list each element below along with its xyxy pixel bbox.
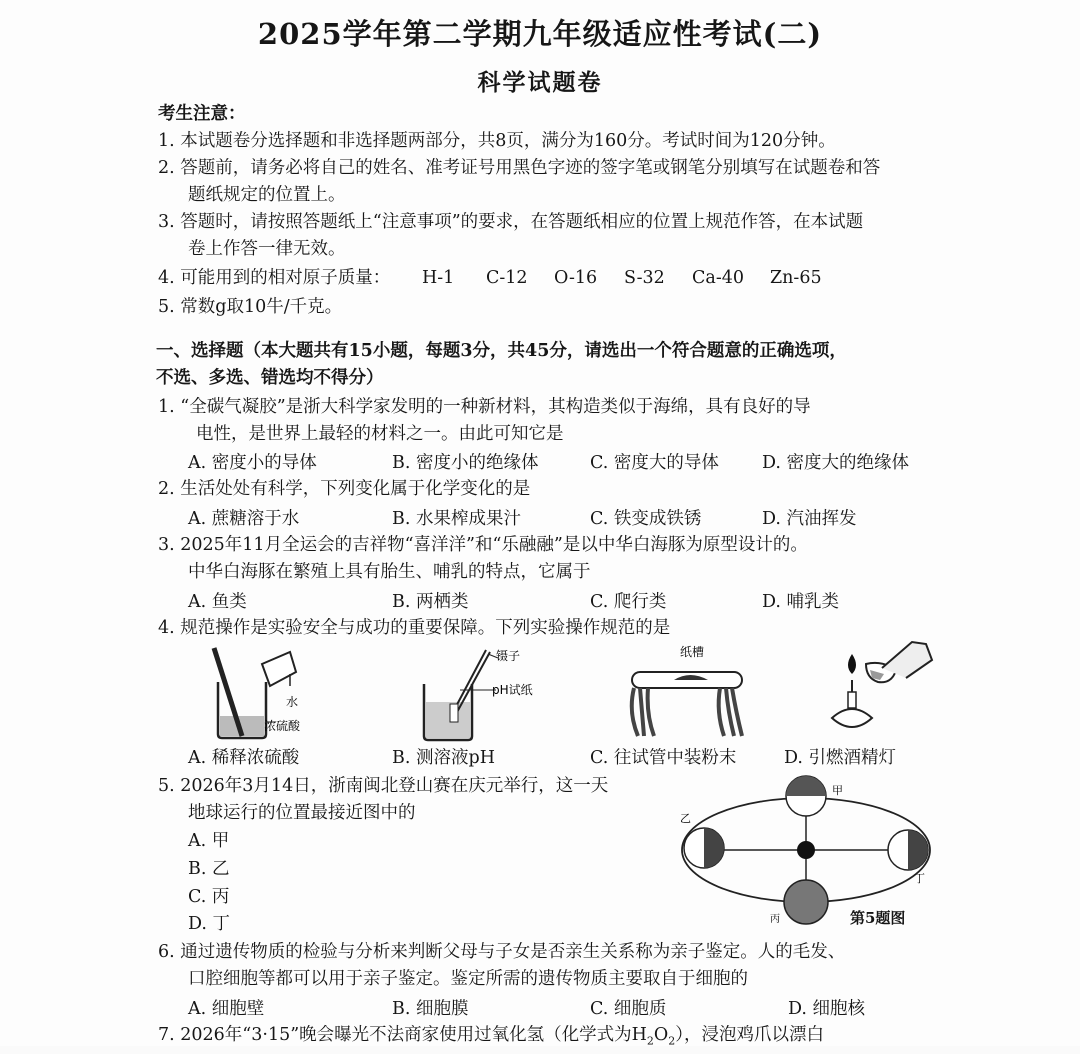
option-b: B. 两栖类 (392, 592, 469, 612)
atomic-mass: S-32 (624, 268, 665, 288)
section-heading-cont: 不选、多选、错选均不得分） (156, 368, 384, 388)
option-d: D. 密度大的绝缘体 (762, 453, 910, 473)
option-b: B. 密度小的绝缘体 (392, 453, 539, 473)
question-6-stem: 6. 通过遗传物质的检验与分析来判断父母与子女是否亲生关系称为亲子鉴定。人的毛发、 (158, 942, 846, 962)
option-d: D. 汽油挥发 (762, 509, 857, 529)
option-b: B. 细胞膜 (392, 999, 469, 1019)
exam-subtitle: 科学试题卷 (477, 69, 603, 96)
atomic-mass: O-16 (554, 268, 598, 288)
water-label: 水 (286, 695, 299, 709)
question-5-stem-cont: 地球运行的位置最接近图中的 (188, 803, 416, 823)
section-heading: 一、选择题（本大题共有15小题，每题3分，共45分，请选出一个符合题意的正确选项， (156, 341, 847, 361)
notice-item-2: 2. 答题前，请务必将自己的姓名、准考证号用黑色字迹的签字笔或钢笔分别填写在试题卷和答 (158, 158, 881, 178)
option-a: A. 稀释浓硫酸 (188, 748, 300, 768)
option-b: B. 乙 (188, 859, 230, 879)
question-6-stem-cont: 口腔细胞等都可以用于亲子鉴定。鉴定所需的遗传物质主要取自于细胞的 (188, 969, 748, 989)
sun-icon (797, 841, 815, 859)
option-a: A. 密度小的导体 (188, 453, 317, 473)
notice-item-3-cont: 卷上作答一律无效。 (188, 239, 346, 259)
option-b: B. 水果榨成果汁 (392, 509, 521, 529)
label-ding: 丁 (914, 872, 925, 885)
label-yi: 乙 (680, 812, 691, 825)
question-7-stem: 7. 2026年“3·15”晚会曝光不法商家使用过氧化氢（化学式为$H_2O_2$），浸泡鸡爪以漂白 (158, 1025, 825, 1048)
option-a: A. 蔗糖溶于水 (188, 509, 300, 529)
option-d: D. 哺乳类 (762, 592, 840, 612)
question-2-options (188, 505, 948, 529)
question-3-stem: 3. 2025年11月全运会的吉祥物“喜洋洋”和“乐融融”是以中华白海豚为原型设计的。 (158, 535, 808, 555)
atomic-mass: Zn-65 (770, 268, 822, 288)
atomic-mass: Ca-40 (692, 268, 745, 288)
tweezers-label: 镊子 (496, 649, 521, 663)
option-c: C. 爬行类 (590, 592, 667, 612)
acid-label: 浓硫酸 (264, 719, 301, 733)
question-5-stem: 5. 2026年3月14日，浙南闽北登山赛在庆元举行，这一天 (158, 776, 609, 796)
paper-trough-label: 纸槽 (680, 645, 705, 659)
option-c: C. 细胞质 (590, 999, 667, 1019)
option-b: B. 测溶液pH (392, 748, 495, 768)
question-3-stem-cont: 中华白海豚在繁殖上具有胎生、哺乳的特点，它属于 (188, 562, 591, 582)
option-c: C. 往试管中装粉末 (590, 748, 737, 768)
option-d: D. 丁 (188, 914, 231, 934)
earth-icon (784, 880, 828, 924)
notice-item-1: 1. 本试题卷分选择题和非选择题两部分，共8页，满分为160分。考试时间为120分钟。 (158, 131, 836, 151)
option-a: A. 鱼类 (188, 592, 247, 612)
option-c: C. 密度大的导体 (590, 453, 719, 473)
option-d: D. 引燃酒精灯 (784, 748, 897, 768)
question-2-stem: 2. 生活处处有科学，下列变化属于化学变化的是 (158, 479, 531, 499)
alcohol-lamp-figure (822, 630, 942, 742)
atomic-mass: C-12 (486, 268, 528, 288)
exam-title: 2025学年第二学期九年级适应性考试(二) (257, 17, 823, 51)
notice-item-2-cont: 题纸规定的位置上。 (188, 185, 346, 205)
option-d: D. 细胞核 (788, 999, 866, 1019)
question-1-stem-cont: 电性，是世界上最轻的材料之一。由此可知它是 (196, 424, 564, 444)
option-c: C. 丙 (188, 887, 230, 907)
label-bing: 丙 (770, 914, 780, 925)
ph-paper-label: pH试纸 (492, 683, 533, 697)
question-1-stem: 1. “全碳气凝胶”是浙大科学家发明的一种新材料，其构造类似于海绵，具有良好的导 (158, 397, 811, 417)
question-4-options (188, 744, 948, 768)
atomic-mass: H-1 (422, 268, 455, 288)
option-c: C. 铁变成铁锈 (590, 509, 702, 529)
question-1-options (188, 449, 948, 473)
notice-item-5: 5. 常数g取10牛/千克。 (158, 297, 343, 317)
ph-test-figure (412, 644, 552, 744)
powder-tube-figure (624, 642, 754, 742)
question-3-options (188, 588, 948, 612)
option-a: A. 甲 (188, 831, 230, 851)
notice-heading: 考生注意： (158, 104, 246, 124)
dilute-acid-figure (200, 642, 310, 742)
option-a: A. 细胞壁 (188, 999, 265, 1019)
figure-5-caption: 第5题图 (850, 909, 906, 927)
notice-item-4: 4. 可能用到的相对原子质量： (158, 268, 391, 288)
label-jia: 甲 (832, 784, 843, 797)
earth-orbit-figure (676, 772, 946, 932)
question-6-options (188, 995, 948, 1019)
question-4-stem: 4. 规范操作是实验安全与成功的重要保障。下列实验操作规范的是 (158, 618, 671, 638)
notice-item-3: 3. 答题时，请按照答题纸上“注意事项”的要求，在答题纸相应的位置上规范作答，在本试题 (158, 212, 864, 232)
